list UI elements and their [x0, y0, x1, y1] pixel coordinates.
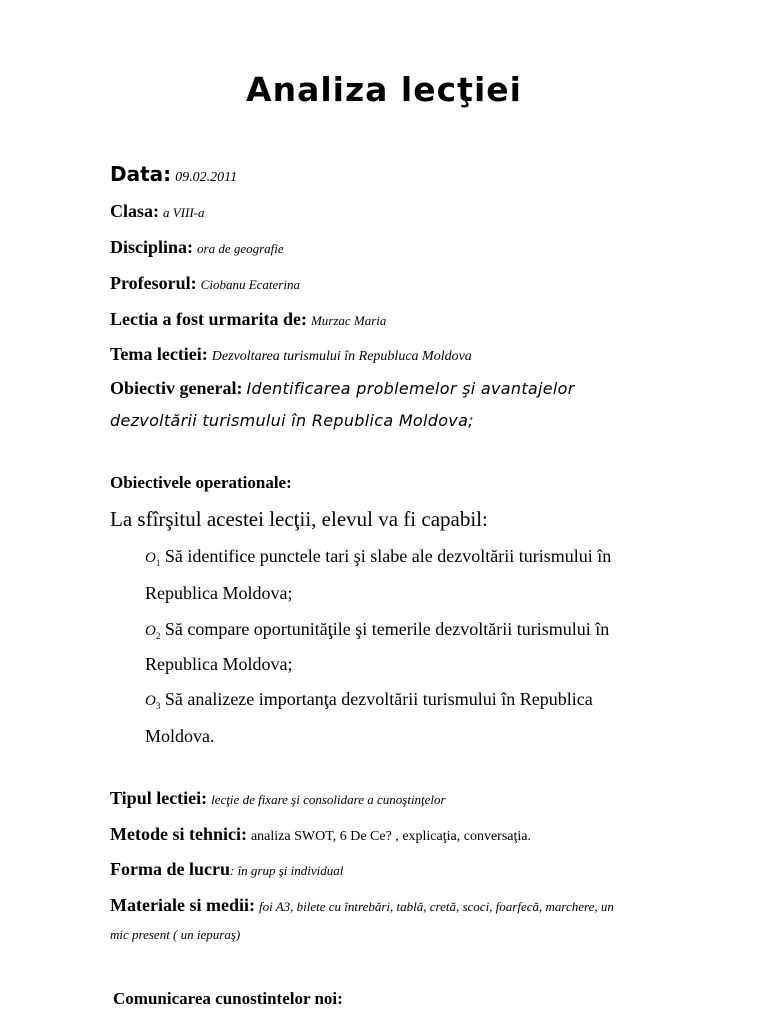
objective-item-2-cont: Republica Moldova;	[145, 654, 293, 674]
materiale-label: Materiale si medii:	[110, 895, 255, 915]
objective-item-1	[145, 546, 611, 568]
tema-label: Tema lectiei:	[110, 344, 208, 364]
objectives-intro: La sfîrşitul acestei lecţii, elevul va fi capabil:	[110, 507, 488, 531]
field-data	[110, 162, 237, 186]
field-obiectiv-general	[110, 378, 575, 399]
materiale-value-line1: foi A3, bilete cu întrebări, tablă, cretă, scoci, foarfecă, marchere, un	[258, 899, 614, 914]
data-label: Data:	[110, 162, 172, 186]
field-disciplina	[110, 237, 284, 258]
metode-value: analiza SWOT, 6 De Ce? , explicaţia, conversaţia.	[250, 829, 531, 844]
disciplina-value: ora de geografie	[197, 241, 284, 256]
forma-value: : în grup şi individual	[229, 863, 344, 878]
field-clasa	[110, 201, 205, 222]
objective-item-3	[145, 689, 593, 711]
profesorul-label: Profesorul:	[110, 273, 197, 293]
metode-label: Metode si tehnici:	[110, 824, 247, 844]
objective-item-3-cont: Moldova.	[145, 726, 215, 746]
objective-item-2	[145, 619, 609, 641]
obiectiv-value-line2: dezvoltării turismului în Republica Moldova;	[110, 411, 474, 430]
objective-text-1: Să identifice punctele tari şi slabe ale dezvoltării turismului în	[164, 546, 612, 566]
objective-item-1-cont: Republica Moldova;	[145, 583, 293, 603]
data-value: 09.02.2011	[175, 170, 238, 185]
section-heading-text: Comunicarea cunostintelor noi:	[113, 989, 343, 1008]
disciplina-label: Disciplina:	[110, 237, 194, 257]
objective-marker-1: $O_1$	[145, 550, 161, 568]
clasa-value: a VIII-a	[163, 205, 205, 220]
section-heading-comunicarea	[113, 989, 343, 1009]
field-profesorul	[110, 273, 300, 294]
document-title: Analiza lecţiei	[246, 70, 522, 109]
field-metode	[110, 824, 531, 845]
urmarita-label: Lectia a fost urmarita de:	[110, 309, 307, 329]
objective-text-3: Să analizeze importanţa dezvoltării turismului în Republica	[164, 689, 593, 709]
forma-label: Forma de lucru	[110, 859, 230, 879]
urmarita-value: Murzac Maria	[310, 313, 387, 328]
objectives-heading-text: Obiectivele operationale:	[110, 473, 292, 492]
materiale-value-line2: mic present ( un iepuraş)	[110, 927, 241, 942]
tipul-label: Tipul lectiei:	[110, 788, 208, 808]
tema-value: Dezvoltarea turismului în Republuca Moldova	[211, 349, 472, 364]
field-materiale	[110, 895, 614, 916]
field-urmarita	[110, 309, 386, 330]
profesorul-value: Ciobanu Ecaterina	[200, 277, 300, 292]
field-forma	[110, 859, 343, 880]
objectives-heading	[110, 473, 292, 493]
field-materiale-cont	[110, 926, 240, 944]
clasa-label: Clasa:	[110, 201, 159, 221]
objective-marker-3: $O_3$	[145, 693, 161, 711]
tipul-value: lecţie de fixare şi consolidare a cunoştinţelor	[211, 792, 446, 807]
objective-marker-2: $O_2$	[145, 623, 161, 641]
field-obiectiv-general-cont	[110, 411, 474, 431]
objective-text-2: Să compare oportunităţile şi temerile dezvoltării turismului în	[164, 619, 610, 639]
field-tipul	[110, 788, 446, 809]
obiectiv-value-line1: Identificarea problemelor şi avantajelor	[246, 379, 575, 398]
obiectiv-label: Obiectiv general:	[110, 378, 243, 398]
field-tema	[110, 344, 472, 365]
